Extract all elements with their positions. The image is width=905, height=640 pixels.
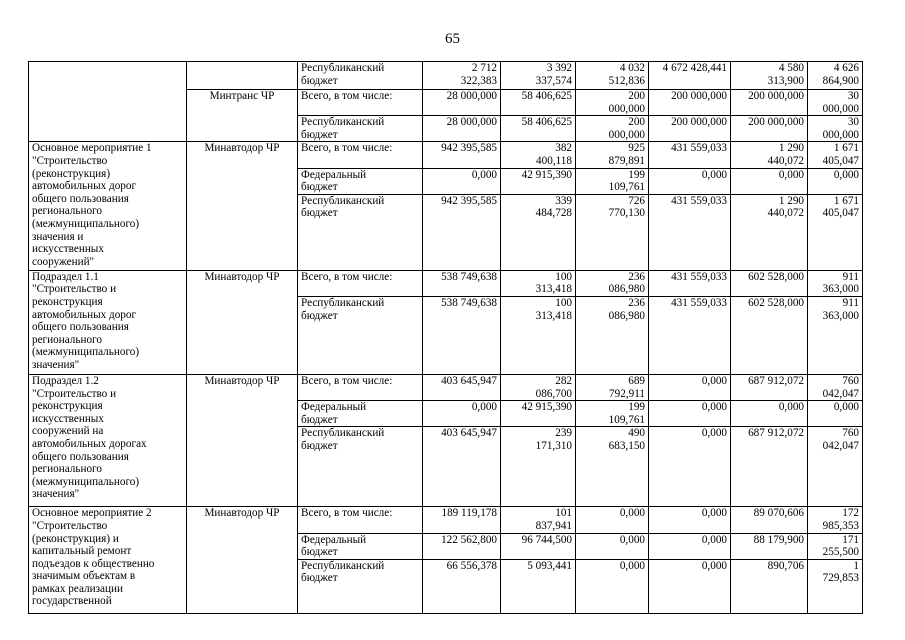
amount-cell: 0,000 [649, 374, 731, 400]
amount-cell: 602 528,000 [731, 270, 808, 296]
amount-cell: 0,000 [423, 401, 501, 427]
amount-cell: 0,000 [731, 168, 808, 194]
amount-cell: 538 749,638 [423, 270, 501, 296]
amount-cell: 0,000 [649, 401, 731, 427]
amount-cell: 282 086,700 [501, 374, 576, 400]
funding-source-cell: Республиканский бюджет [298, 559, 423, 613]
amount-cell: 1 290 440,072 [731, 142, 808, 168]
amount-cell: 58 406,625 [501, 116, 576, 142]
amount-cell: 0,000 [649, 168, 731, 194]
amount-cell: 0,000 [649, 427, 731, 507]
amount-cell: 200 000,000 [649, 116, 731, 142]
funding-source-cell: Всего, в том числе: [298, 142, 423, 168]
amount-cell: 200 000,000 [576, 116, 649, 142]
funding-source-cell: Всего, в том числе: [298, 507, 423, 533]
amount-cell: 42 915,390 [501, 168, 576, 194]
amount-cell: 189 119,178 [423, 507, 501, 533]
amount-cell: 122 562,800 [423, 533, 501, 559]
amount-cell: 942 395,585 [423, 194, 501, 270]
funding-source-cell: Всего, в том числе: [298, 374, 423, 400]
page-number: 65 [445, 31, 460, 47]
amount-cell: 200 000,000 [731, 90, 808, 116]
amount-cell: 5 093,441 [501, 559, 576, 613]
measure-name-cell: Подраздел 1.1 "Строительство и реконструкция автомобильных дорог общего пользования регионального (межмуниципального) значения" [29, 270, 187, 374]
amount-cell: 942 395,585 [423, 142, 501, 168]
funding-source-cell: Республиканский бюджет [298, 116, 423, 142]
executor-cell: Минавтодор ЧР [187, 507, 298, 613]
amount-cell: 236 086,980 [576, 296, 649, 374]
amount-cell: 339 484,728 [501, 194, 576, 270]
amount-cell: 1 671 405,047 [808, 142, 863, 168]
funding-source-cell: Республиканский бюджет [298, 296, 423, 374]
amount-cell: 28 000,000 [423, 90, 501, 116]
amount-cell: 200 000,000 [649, 90, 731, 116]
amount-cell: 403 645,947 [423, 374, 501, 400]
amount-cell: 1 290 440,072 [731, 194, 808, 270]
amount-cell: 382 400,118 [501, 142, 576, 168]
amount-cell: 4 672 428,441 [649, 62, 731, 90]
amount-cell: 4 626 864,900 [808, 62, 863, 90]
amount-cell: 0,000 [576, 533, 649, 559]
amount-cell: 0,000 [808, 401, 863, 427]
funding-source-cell: Федеральный бюджет [298, 168, 423, 194]
amount-cell: 0,000 [649, 533, 731, 559]
amount-cell: 42 915,390 [501, 401, 576, 427]
amount-cell: 66 556,378 [423, 559, 501, 613]
measure-name-cell [29, 62, 187, 142]
amount-cell: 200 000,000 [731, 116, 808, 142]
amount-cell: 89 070,606 [731, 507, 808, 533]
measure-name-cell: Основное мероприятие 2 "Строительство (реконструкция) и капитальный ремонт подъездов к общественно значимым объектам в рамках реализации государственной [29, 507, 187, 613]
amount-cell: 726 770,130 [576, 194, 649, 270]
amount-cell: 88 179,900 [731, 533, 808, 559]
executor-cell [187, 62, 298, 90]
amount-cell: 101 837,941 [501, 507, 576, 533]
amount-cell: 0,000 [423, 168, 501, 194]
executor-cell: Минавтодор ЧР [187, 142, 298, 270]
amount-cell: 431 559,033 [649, 296, 731, 374]
amount-cell: 96 744,500 [501, 533, 576, 559]
measure-name-cell: Основное мероприятие 1 "Строительство (реконструкция) автомобильных дорог общего пользования регионального (межмуниципального) значения и искусственных сооружений" [29, 142, 187, 270]
amount-cell: 100 313,418 [501, 270, 576, 296]
funding-source-cell: Федеральный бюджет [298, 533, 423, 559]
funding-source-cell: Республиканский бюджет [298, 62, 423, 90]
table-row [29, 270, 863, 296]
table-row [29, 374, 863, 400]
amount-cell: 0,000 [576, 559, 649, 613]
funding-source-cell: Всего, в том числе: [298, 270, 423, 296]
executor-cell: Минавтодор ЧР [187, 270, 298, 374]
amount-cell: 403 645,947 [423, 427, 501, 507]
funding-source-cell: Республиканский бюджет [298, 194, 423, 270]
amount-cell: 911 363,000 [808, 296, 863, 374]
amount-cell: 431 559,033 [649, 194, 731, 270]
amount-cell: 4 032 512,836 [576, 62, 649, 90]
funding-source-cell: Федеральный бюджет [298, 401, 423, 427]
amount-cell: 1 671 405,047 [808, 194, 863, 270]
amount-cell: 687 912,072 [731, 374, 808, 400]
amount-cell: 1 729,853 [808, 559, 863, 613]
amount-cell: 490 683,150 [576, 427, 649, 507]
amount-cell: 171 255,500 [808, 533, 863, 559]
amount-cell: 2 712 322,383 [423, 62, 501, 90]
amount-cell: 0,000 [808, 168, 863, 194]
budget-table [28, 61, 863, 614]
amount-cell: 538 749,638 [423, 296, 501, 374]
amount-cell: 890,706 [731, 559, 808, 613]
amount-cell: 58 406,625 [501, 90, 576, 116]
amount-cell: 431 559,033 [649, 270, 731, 296]
amount-cell: 236 086,980 [576, 270, 649, 296]
amount-cell: 0,000 [731, 401, 808, 427]
executor-cell: Минтранс ЧР [187, 90, 298, 142]
amount-cell: 239 171,310 [501, 427, 576, 507]
amount-cell: 925 879,891 [576, 142, 649, 168]
amount-cell: 30 000,000 [808, 116, 863, 142]
amount-cell: 3 392 337,574 [501, 62, 576, 90]
amount-cell: 30 000,000 [808, 90, 863, 116]
amount-cell: 0,000 [649, 559, 731, 613]
amount-cell: 602 528,000 [731, 296, 808, 374]
measure-name-cell: Подраздел 1.2 "Строительство и реконструкция искусственных сооружений на автомобильных дорогах общего пользования регионального (межмуниципального) значения" [29, 374, 187, 506]
table-row [29, 507, 863, 533]
amount-cell: 199 109,761 [576, 401, 649, 427]
funding-source-cell: Республиканский бюджет [298, 427, 423, 507]
amount-cell: 911 363,000 [808, 270, 863, 296]
amount-cell: 200 000,000 [576, 90, 649, 116]
amount-cell: 689 792,911 [576, 374, 649, 400]
amount-cell: 687 912,072 [731, 427, 808, 507]
funding-source-cell: Всего, в том числе: [298, 90, 423, 116]
amount-cell: 172 985,353 [808, 507, 863, 533]
amount-cell: 4 580 313,900 [731, 62, 808, 90]
executor-cell: Минавтодор ЧР [187, 374, 298, 506]
table-row [29, 142, 863, 168]
amount-cell: 0,000 [649, 507, 731, 533]
amount-cell: 100 313,418 [501, 296, 576, 374]
amount-cell: 431 559,033 [649, 142, 731, 168]
amount-cell: 28 000,000 [423, 116, 501, 142]
amount-cell: 760 042,047 [808, 374, 863, 400]
amount-cell: 0,000 [576, 507, 649, 533]
amount-cell: 199 109,761 [576, 168, 649, 194]
table-row [29, 62, 863, 90]
amount-cell: 760 042,047 [808, 427, 863, 507]
